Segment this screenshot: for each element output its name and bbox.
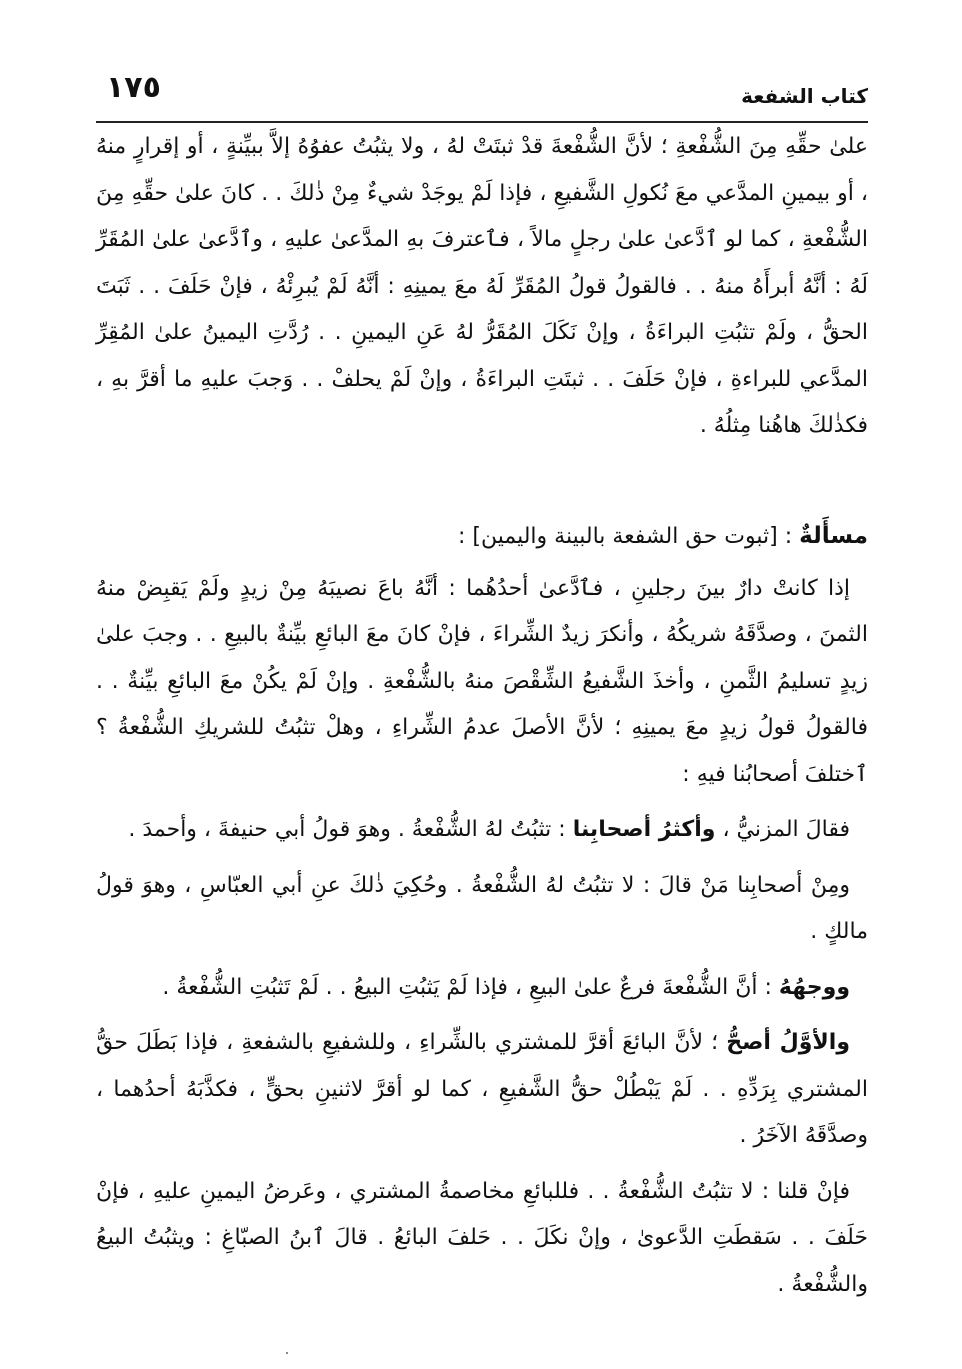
page-header [96,70,868,120]
paragraph-3 [96,807,868,854]
paragraph-4: ومِنْ أصحابِنا مَنْ قالَ : لا تثبُتُ لهُ الشُّفْعةُ . وحُكِيَ ذٰلكَ عنِ أبي العبّاسِ ، وهوَ قولُ مالكٍ . [96,872,868,944]
scan-speck [286,1352,288,1354]
paragraph-1: علىٰ حقِّهِ مِنَ الشُّفْعةِ ؛ لأنَّ الشُّفْعةَ قدْ ثبتَتْ لهُ ، ولا يثبُتُ عفوُهُ إلاَّ ببيِّنةٍ ، أو إقرارٍ منهُ ، أو بيمينِ المدَّعي معَ نُكولِ الشَّفيعِ ، فإذا لَمْ يوجَدْ شيءٌ مِنْ ذٰلكَ . . كانَ علىٰ حقِّهِ مِنَ الشُّفْعةِ ، كما لو ٱدَّعىٰ علىٰ رجلٍ مالاً ، فٱعترفَ بهِ المدَّعىٰ عليهِ ، وٱدَّعىٰ علىٰ المُقَرِّ لَهُ : أنَّهُ أبرأَهُ منهُ . . فالقولُ قولُ المُقَرِّ لَهُ معَ يمينِهِ : أنَّهُ لَمْ يُبرِئْهُ ، فإنْ حَلَفَ . . ثَبَتَ الحقُّ ، ولَمْ تثبُتِ البراءَةُ ، وإنْ نَكَلَ المُقَرُّ لهُ عَنِ اليمينِ . . رُدَّتِ اليمينُ علىٰ المُقِرِّ المدَّعي للبراءةِ ، فإنْ حَلَفَ . . ثبتَتِ البراءَةُ ، وإنْ لَمْ يحلفْ . . وَجبَ عليهِ ما أقرَّ بهِ ، فكذٰلكَ هاهُنا مِثلُهُ . [96,134,868,438]
paragraph-3-post: : تثبُتُ لهُ الشُّفْعةُ . وهوَ قولُ أبي حنيفةَ ، وأحمدَ . [128,817,573,842]
paragraph-5-bold: ووجهُهُ [778,974,850,1000]
page-number: ١٧٥ [106,70,161,105]
paragraph-3-pre: فقالَ المزنيُّ ، [715,817,850,842]
paragraph-2: إذا كانتْ دارٌ بينَ رجلينِ ، فٱدَّعىٰ أحدُهُما : أنَّهُ باعَ نصيبَهُ مِنْ زيدٍ ولَمْ يَقبِضْ منهُ الثمنَ ، وصدَّقَهُ شريكُهُ ، وأنكرَ زيدٌ الشِّراءَ ، فإنْ كانَ معَ البائعِ بيِّنةٌ بالبيعِ . . وجبَ علىٰ زيدٍ تسليمُ الثَّمنِ ، وأخذَ الشَّفيعُ الشِّقْصَ منهُ بالشُّفْعةِ . وإنْ لَمْ يكُنْ معَ البائعِ بيِّنةٌ . . فالقولُ قولُ زيدٍ معَ يمينِهِ ؛ لأنَّ الأصلَ عدمُ الشِّراءِ ، وهلْ تثبُتُ للشريكِ الشُّفْعةُ ؟ ٱختلفَ أصحابُنا فيهِ : [96,575,868,787]
paragraph-6-rest: ؛ لأنَّ البائعَ أقرَّ للمشتري بالشِّراءِ ، وللشفيعِ بالشفعةِ ، فإذا بَطَلَ حقُّ المشتري بِرَدِّهِ . . لَمْ يَبْطُلْ حقُّ الشَّفيعِ ، كما لو أقرَّ لاثنينِ بحقٍّ ، فكذَّبَهُ أحدُهما ، وصدَّقَهُ الآخَرُ . [96,1030,868,1148]
body-text [96,122,868,1308]
paragraph-6 [96,1020,868,1160]
paragraph-3-bold: وأكثرُ أصحابِنا [572,817,716,842]
heading-title: : [ثبوت حق الشفعة بالبينة واليمين] : [457,523,800,549]
section-heading [96,513,868,560]
running-head: كتاب الشفعة [741,84,868,108]
paragraph-5-rest: : أنَّ الشُّفْعةَ فرعٌ علىٰ البيعِ ، فإذا لَمْ يَثبُتِ البيعُ . . لَمْ تَثبُتِ الشُّفْعةُ . [162,974,779,1000]
heading-word: مسأَلةٌ [799,522,868,549]
paragraph-6-bold: والأوَّلُ أصحُّ [726,1030,850,1055]
paragraph-7: فإنْ قلنا : لا تثبُتُ الشُّفْعةُ . . فللبائعِ مخاصمةُ المشتري ، وعَرضُ اليمينِ عليهِ ، فإنْ حَلَفَ . . سَقطَتِ الدَّعوىٰ ، وإنْ نكَلَ . . حَلفَ البائعُ . قالَ ٱبنُ الصبّاغِ : ويثبُتُ البيعُ والشُّفْعةُ . [96,1178,868,1297]
paragraph-5 [96,965,868,1012]
